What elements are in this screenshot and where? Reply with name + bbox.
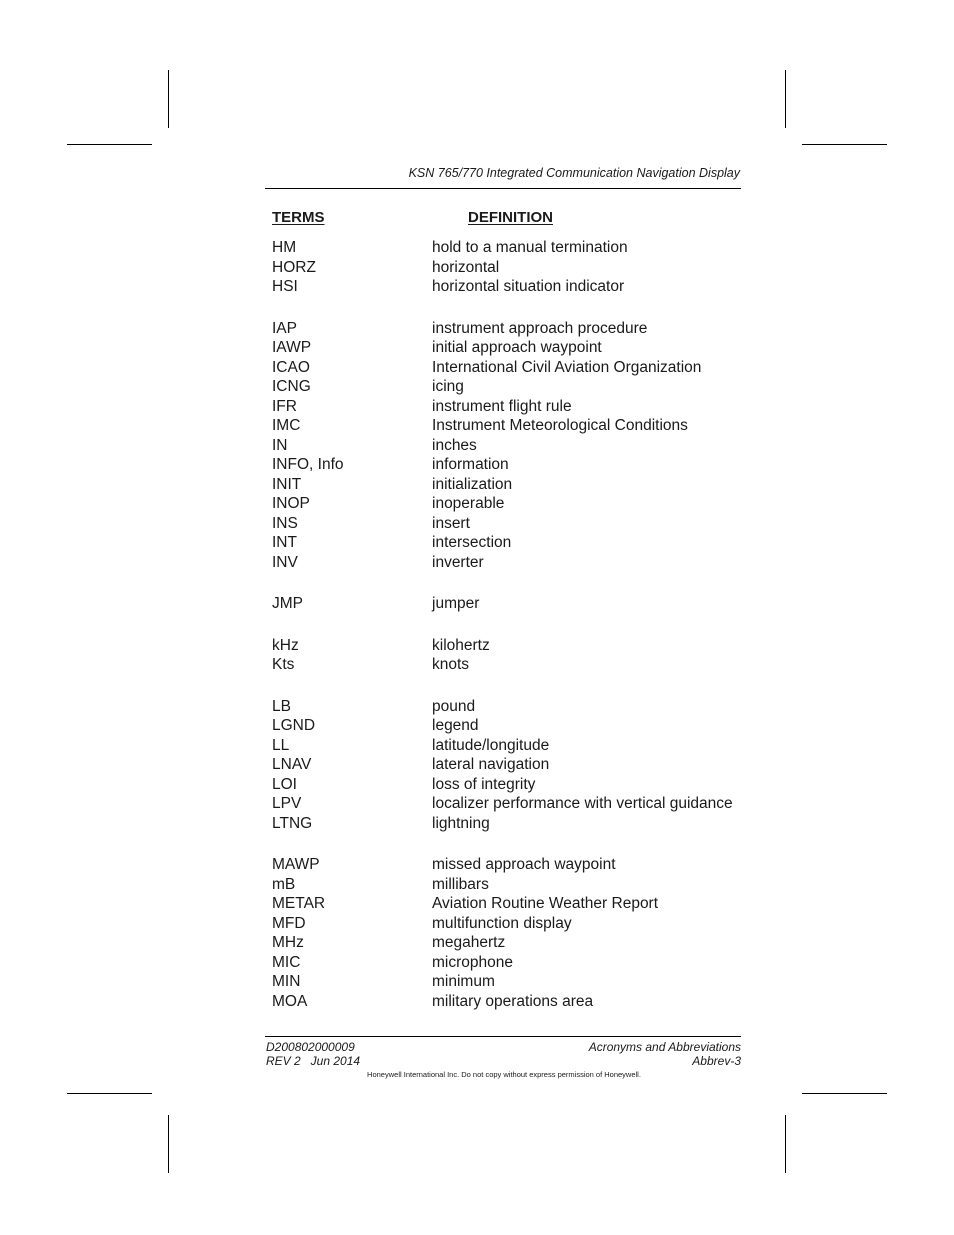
header-rule	[265, 188, 741, 189]
crop-mark-top-right-horizontal	[802, 144, 887, 145]
term: INIT	[272, 475, 302, 493]
crop-mark-bottom-left-vertical	[168, 1115, 169, 1173]
glossary-entry	[272, 636, 742, 656]
glossary-entry	[272, 875, 742, 895]
glossary-entry	[272, 553, 742, 573]
glossary-entry	[272, 755, 742, 775]
definition: Aviation Routine Weather Report	[432, 895, 659, 912]
definition: pound	[432, 697, 476, 715]
definition: inches	[432, 436, 477, 454]
glossary-group	[272, 319, 742, 573]
definition: initialization	[432, 475, 513, 493]
definition: legend	[432, 717, 479, 734]
term: LL	[272, 736, 290, 754]
term: IAWP	[272, 339, 312, 356]
running-header-title: KSN 765/770 Integrated Communication Navigation Display	[408, 166, 740, 180]
term: MIN	[272, 973, 301, 990]
term: IMC	[272, 417, 301, 434]
term: IN	[272, 436, 288, 454]
term: mB	[272, 875, 296, 893]
glossary-entry	[272, 338, 742, 358]
glossary-group	[272, 855, 742, 1011]
glossary-entry	[272, 775, 742, 795]
definition: icing	[432, 378, 464, 395]
crop-mark-bottom-left-horizontal	[67, 1093, 152, 1094]
definition: information	[432, 456, 509, 473]
definition: Instrument Meteorological Conditions	[432, 417, 688, 434]
glossary-entry	[272, 514, 742, 534]
definition-column-heading: DEFINITION	[468, 209, 553, 226]
definition: multifunction display	[432, 914, 572, 932]
term: MHz	[272, 934, 304, 951]
glossary-entry	[272, 697, 742, 717]
glossary-entry	[272, 494, 742, 514]
definition: kilohertz	[432, 636, 490, 654]
term: LB	[272, 697, 291, 715]
glossary-entry	[272, 533, 742, 553]
definition: lateral navigation	[432, 756, 550, 773]
term: IAP	[272, 319, 297, 337]
term: INOP	[272, 495, 310, 512]
glossary-entry	[272, 716, 742, 736]
glossary-entry	[272, 416, 742, 436]
term: HM	[272, 239, 297, 256]
glossary-entry	[272, 972, 742, 992]
terms-column-heading: TERMS	[272, 209, 325, 226]
glossary-group	[272, 594, 742, 614]
definition: loss of integrity	[432, 775, 536, 793]
glossary-entry	[272, 914, 742, 934]
glossary-entry	[272, 258, 742, 278]
glossary-entry	[272, 992, 742, 1012]
crop-mark-bottom-right-horizontal	[802, 1093, 887, 1094]
glossary-entry	[272, 277, 742, 297]
footer-rule	[265, 1036, 741, 1037]
definition: horizontal situation indicator	[432, 278, 625, 295]
term: INS	[272, 514, 298, 532]
term: LGND	[272, 717, 316, 734]
definition: intersection	[432, 534, 512, 551]
definition: instrument flight rule	[432, 397, 572, 415]
term: JMP	[272, 595, 303, 612]
glossary-group	[272, 697, 742, 834]
glossary-entry	[272, 455, 742, 475]
section-title: Acronyms and Abbreviations	[588, 1040, 741, 1054]
term: LNAV	[272, 756, 312, 773]
definition: knots	[432, 656, 470, 673]
definition: localizer performance with vertical guidance	[432, 795, 733, 812]
definition: hold to a manual termination	[432, 239, 628, 256]
definition: minimum	[432, 973, 495, 990]
term: MOA	[272, 992, 308, 1010]
term: IFR	[272, 397, 297, 415]
glossary-entry	[272, 855, 742, 875]
glossary-entry	[272, 655, 742, 675]
definition: horizontal	[432, 258, 500, 276]
definition: megahertz	[432, 934, 506, 951]
definition: inoperable	[432, 495, 505, 512]
term: METAR	[272, 895, 326, 912]
term: INFO, Info	[272, 456, 344, 473]
glossary-entry	[272, 953, 742, 973]
glossary-entry	[272, 933, 742, 953]
definition: microphone	[432, 953, 513, 971]
crop-mark-top-right-vertical	[785, 70, 786, 128]
glossary-entry	[272, 377, 742, 397]
glossary-group	[272, 238, 742, 297]
term: LOI	[272, 775, 297, 793]
glossary-entry	[272, 319, 742, 339]
definition: International Civil Aviation Organization	[432, 358, 702, 376]
glossary-entry	[272, 238, 742, 258]
definition: military operations area	[432, 992, 594, 1010]
footer-right	[589, 1040, 741, 1068]
definition: inverter	[432, 553, 484, 571]
definition: jumper	[432, 595, 480, 612]
glossary-entry	[272, 358, 742, 378]
glossary-entry	[272, 814, 742, 834]
definition: lightning	[432, 814, 490, 832]
definition: instrument approach procedure	[432, 319, 648, 337]
glossary-entry	[272, 894, 742, 914]
glossary-entry	[272, 436, 742, 456]
page-number: Abbrev-3	[692, 1054, 741, 1068]
term: MIC	[272, 953, 301, 971]
term: HORZ	[272, 258, 316, 276]
copyright-notice: Honeywell International Inc. Do not copy without express permission of Honeywell.	[367, 1070, 641, 1079]
term: MFD	[272, 914, 306, 932]
definition: latitude/longitude	[432, 736, 550, 754]
document-number: D200802000009	[266, 1040, 355, 1054]
term: INT	[272, 534, 297, 551]
definition: insert	[432, 514, 470, 532]
revision-date: REV 2 Jun 2014	[266, 1054, 361, 1068]
crop-mark-top-left-vertical	[168, 70, 169, 128]
crop-mark-bottom-right-vertical	[785, 1115, 786, 1173]
glossary-list	[272, 238, 742, 1033]
term: HSI	[272, 278, 298, 295]
term: ICAO	[272, 358, 310, 376]
crop-mark-top-left-horizontal	[67, 144, 152, 145]
glossary-entry	[272, 594, 742, 614]
term: INV	[272, 553, 298, 571]
footer-left	[266, 1040, 360, 1068]
term: MAWP	[272, 856, 320, 873]
glossary-entry	[272, 397, 742, 417]
definition: initial approach waypoint	[432, 339, 602, 356]
glossary-group	[272, 636, 742, 675]
definition: missed approach waypoint	[432, 856, 616, 873]
definition: millibars	[432, 875, 489, 893]
term: kHz	[272, 636, 299, 654]
term: LTNG	[272, 814, 313, 832]
term: Kts	[272, 656, 295, 673]
term: LPV	[272, 795, 302, 812]
term: ICNG	[272, 378, 311, 395]
glossary-entry	[272, 794, 742, 814]
glossary-entry	[272, 736, 742, 756]
glossary-entry	[272, 475, 742, 495]
